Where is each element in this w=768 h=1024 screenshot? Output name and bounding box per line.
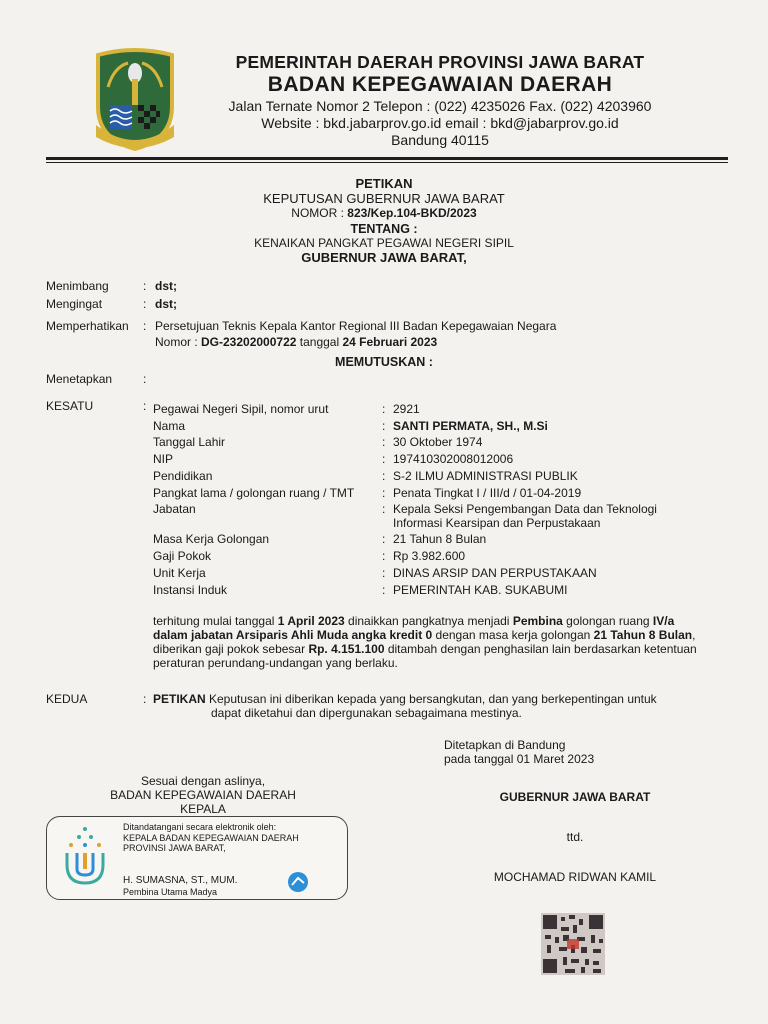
memperhatikan-label: Memperhatikan [46,319,129,333]
row-key: Pegawai Negeri Sipil, nomor urut [153,402,329,416]
row-key: Gaji Pokok [153,549,212,563]
row-key: Tanggal Lahir [153,435,226,449]
row-value: Kepala Seksi Pengembangan Data dan Teknologi [393,502,657,516]
row-key: NIP [153,452,174,466]
colon: : [143,372,147,386]
colon: : [382,549,386,563]
ditetapkan-date: pada tanggal 01 Maret 2023 [444,752,595,766]
row-key: Masa Kerja Golongan [153,532,270,546]
row-value: DINAS ARSIP DAN PERPUSTAKAAN [393,566,597,580]
row-value: PEMERINTAH KAB. SUKABUMI [393,583,568,597]
row-value: S-2 ILMU ADMINISTRASI PUBLIK [393,469,578,483]
header-agency: BADAN KEPEGAWAIAN DAERAH [267,73,613,96]
governor-name: MOCHAMAD RIDWAN KAMIL [493,870,657,884]
ditetapkan-place: Ditetapkan di Bandung [444,738,566,752]
header-government: PEMERINTAH DAERAH PROVINSI JAWA BARAT [235,52,645,72]
row-value: Rp 3.982.600 [393,549,466,563]
row-value: 2921 [393,402,420,416]
decree-subject: KENAIKAN PANGKAT PEGAWAI NEGERI SIPIL [254,236,514,250]
electronic-signature-box [46,816,348,900]
row-key: Unit Kerja [153,566,206,580]
colon: : [382,402,386,416]
row-key: Pendidikan [153,469,213,483]
decree-title: KEPUTUSAN GUBERNUR JAWA BARAT [263,191,505,206]
colon: : [382,419,386,433]
kedua-text: PETIKAN Keputusan ini diberikan kepada yang bersangkutan, dan yang berkepentingan untuk dapat diketahui dan dipergunakan sebagaimana mestinya. [153,692,657,720]
signer-name: H. SUMASNA, ST., MUM. [123,875,238,886]
mengingat-label: Mengingat [46,297,103,311]
row-value: 30 Oktober 1974 [393,435,483,449]
row-key: Nama [153,419,186,433]
ttd-mark: ttd. [566,830,584,844]
employee-name: SANTI PERMATA, SH., M.Si [393,419,548,433]
row-key: Pangkat lama / golongan ruang / TMT [153,486,355,500]
colon: : [382,486,386,500]
kedua-label: KEDUA [46,692,88,706]
kesatu-label: KESATU [46,399,94,413]
doc-type: PETIKAN [355,176,413,191]
row-key: Instansi Induk [153,583,228,597]
colon: : [143,319,147,333]
header-website: Website : bkd.jabarprov.go.id email : bkd@jabarprov.go.id [261,115,619,131]
bkd-title: BADAN KEPEGAWAIAN DAERAH [110,788,296,802]
menimbang-value: dst; [155,279,177,293]
colon: : [382,583,386,597]
colon: : [382,435,386,449]
colon: : [143,692,147,706]
bsre-logo-icon [55,825,115,891]
decree-number: NOMOR : 823/Kep.104-BKD/2023 [291,206,477,220]
header-divider-thin [46,162,728,163]
colon: : [382,532,386,546]
memperhatikan-text: Persetujuan Teknis Kepala Kantor Regional III Badan Kepegawaian Negara [155,319,557,333]
tentang-label: TENTANG : [350,222,418,236]
colon: : [143,279,147,293]
kepala-title: KEPALA [180,802,226,816]
qr-code-icon [541,913,605,975]
row-key: Jabatan [153,502,196,516]
governor-signature-title: GUBERNUR JAWA BARAT [499,790,651,804]
header-city: Bandung 40115 [391,132,489,148]
promotion-paragraph: terhitung mulai tanggal 1 April 2023 dinaikkan pangkatnya menjadi Pembina golongan ruang IV/a dalam jabatan Arsiparis Ahli Muda angka kredit 0 dengan masa kerja golongan 21 Tahun 8 Bulan, diberikan gaji pokok sebesar Rp. 4.151.100 ditambah dengan penghasilan lain berdasarkan ketentuan peraturan perundang-undangan yang berlaku. [153,614,697,670]
colon: : [382,566,386,580]
colon: : [382,452,386,466]
row-value-continued: Informasi Kearsipan dan Perpustakaan [393,516,601,530]
signer-rank: Pembina Utama Madya [123,887,218,897]
colon: : [382,502,386,516]
row-value: 197410302008012006 [393,452,514,466]
colon: : [382,469,386,483]
header-divider-thick [46,157,728,160]
row-value: 21 Tahun 8 Bulan [393,532,487,546]
memutuskan-heading: MEMUTUSKAN : [335,355,433,369]
sesuai-aslinya: Sesuai dengan aslinya, [140,774,266,788]
bsre-seal-icon [287,871,309,893]
ebox-text: Ditandatangani secara elektronik oleh: KEPALA BADAN KEPEGAWAIAN DAERAH PROVINSI JAWA BARAT, [123,822,299,853]
menimbang-label: Menimbang [46,279,109,293]
menetapkan-label: Menetapkan [46,372,113,386]
row-value: Penata Tingkat I / III/d / 01-04-2019 [393,486,582,500]
colon: : [143,297,147,311]
mengingat-value: dst; [155,297,177,311]
colon: : [143,399,147,413]
west-java-emblem-logo [88,47,182,151]
governor-heading: GUBERNUR JAWA BARAT, [301,250,467,265]
memperhatikan-reference: Nomor : DG-23202000722 tanggal 24 Februari 2023 [155,335,438,349]
header-address: Jalan Ternate Nomor 2 Telepon : (022) 4235026 Fax. (022) 4203960 [228,98,652,114]
